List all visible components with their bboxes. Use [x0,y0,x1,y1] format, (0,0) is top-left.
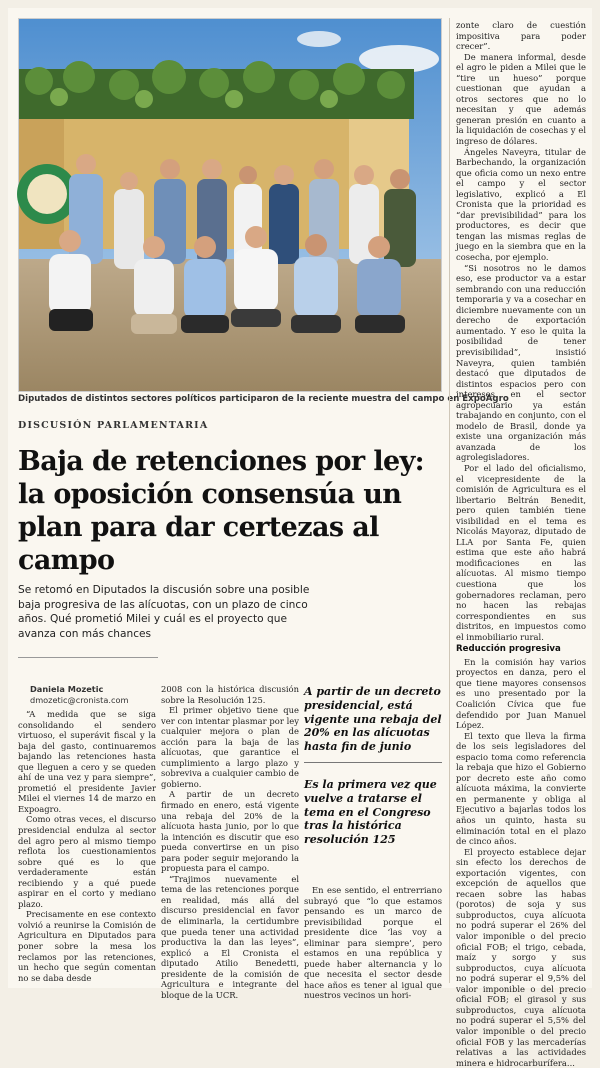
author-email: dmozetic@cronista.com [30,694,129,705]
paragraph: En la comisión hay varios proyectos en danza, pero el que tiene mayores consensos es uno presentado por la Coalición Cívica que fue defendido por Juan Manuel López. [456,656,586,731]
photo-caption: Diputados de distintos sectores políticos participaron de la reciente muestra del campo en ExpoAgro [18,394,509,404]
paragraph: “A medida que se siga consolidando el sendero virtuoso, el superávit fiscal y la baja del gasto, continuaremos bajando las retenciones hasta que lleguen a cero y se queden ahí de una vez y para siempre”, prometió el presidente Javier Milei el viernes 14 de marzo en Expoagro. [18,709,156,814]
paragraph: A partir de un decreto firmado en enero, está vigente una rebaja del 20% de la alícuota hasta junio, por lo que la intención es discutir que eso pueda convertirse en un piso para poder seguir mejorando la propuesta para el campo. [161,789,299,874]
group-photo [18,18,442,392]
paragraph: En ese sentido, el entrerriano subrayó que “lo que estamos pensando es un marco de previsibilidad porque el presidente dice ‘las voy a eliminar para siempre’, pero estamos en una república y puede haber alternancia y lo que necesita el sector desde hace años es tener al igual que nuestros vecinos un hori- [304,885,442,1001]
column-1 [18,709,156,983]
paragraph: “Trajimos nuevamente el tema de las retenciones porque en realidad, más allá del discurso presidencial en favor de eliminarla, la certidumbre que pueda tener una actividad productiva la dan las leyes”, explicó a El Cronista el diputado Atilio Benedetti, presidente de la comisión de Agricultura e integrante del bloque de la UCR. [161,873,299,1000]
byline-rule [18,657,158,658]
paragraph: El primer objetivo tiene que ver con intentar plasmar por ley cualquier mejora o plan de acción para la baja de las alícuotas, que garantice el cumplimiento a largo plazo y sobreviva a cualquier cambio de gobierno. [161,705,299,789]
paragraph: zonte claro de cuestión impositiva para poder crecer”. [456,20,586,52]
paragraph: De manera informal, desde el agro le piden a Milei que le “tire un hueso” porque cuestionan que ayudan a otros sectores que no lo necesitan y que además generan presión en cuanto a la liquidación de cosechas y el ingreso de dólares. [456,51,586,147]
paragraph: Como otras veces, el discurso presidencial endulza al sector del agro pero al mismo tiempo reflota los cuestionamientos sobre qué es lo que verdaderamente están recibiendo y a qué puede aspirar en el corto y mediano plazo. [18,814,156,909]
section-kicker: DISCUSIÓN PARLAMENTARIA [18,420,209,431]
column-3 [304,885,442,1001]
newspaper-page [8,8,592,1068]
paragraph: El texto que lleva la firma de los seis legisladores del espacio toma como referencia la rebaja que hizo el Gobierno por decreto este año como alícuota máxima, la convierte en permanente y obliga al Ejecutivo a bajarlas todos los años un quinto, hasta su eliminación total en el plazo de cinco años. [456,730,586,847]
paragraph: El proyecto establece dejar sin efecto los derechos de exportación vigentes, con excepción de aquellos que recaen sobre las habas (porotos) de soja y sus subproductos, cuya alícuota no podrá superar el 26% del valor imponible o del precio oficial FOB; el trigo, cebada, maíz y sorgo y sus subproductos, cuya alícuota no podrá superar el 9,5% del valor imponible o del precio oficial FOB; el girasol y sus subproductos, cuya alícuota no podrá superar el 5,5% del valor imponible o del precio oficial FOB y las mercaderías relativas a las actividades minera e hidrocarburífera... [456,846,586,1068]
author-name: Daniela Mozetic [30,684,104,694]
paragraph: “Si nosotros no le damos eso, ese productor va a estar sembrando con una reducción temporaria y va a cosechar en diciembre nuevamente con un derecho de exportación aumentado. Y eso le quita la posibilidad de tener previsibilidad”, insistió Naveyra, quien también destacó que diputados de distintos espacios pero con intereses en el sector agropecuario ya están trabajando en conjunto, con el modelo de Brasil, donde ya existe una organización más avanzada de los agrolegisladores. [456,262,586,463]
paragraph: 2008 con la histórica discusión sobre la Resolución 125. [161,684,299,705]
pull-quote: A partir de un decreto presidencial, está vigente una rebaja del 20% en las alícuotas hasta fin de junio [304,685,442,754]
byline [30,684,128,705]
headline: Baja de retenciones por ley: la oposición consensúa un plan para dar certezas al campo [18,446,425,576]
paragraph: Por el lado del oficialismo, el vicepresidente de la comisión de Agricultura es el libertario Beltrán Benedit, pero quien también tiene visibilidad en el tema es Nicolás Mayoraz, diputado de LLA por Santa Fe, quien estima que este año habrá modificaciones en las alícuotas. Al mismo tiempo cuestiona que los gobernadores reclaman, pero no hacen las rebajas correspondientes en sus distritos, en impuestos como el inmobiliario rural. [456,462,586,642]
pull-quote-rule [304,762,442,763]
column-4 [456,20,586,1068]
column-2 [161,684,299,1000]
paragraph: Ángeles Naveyra, titular de Barbechando, la organización que oficia como un nexo entre el campo y el sector legislativo, explicó a El Cronista que la prioridad es “dar previsibilidad” para los productores, es decir que tengan las mismas reglas de juego en la siembra que en la cosecha, por ejemplo. [456,146,586,263]
paragraph: Precisamente en ese contexto volvió a reunirse la Comisión de Agricultura en Diputados para poner sobre la mesa los reclamos por las retenciones, un hecho que según comentan no se daba desde [18,909,156,983]
article-summary: Se retomó en Diputados la discusión sobre una posible baja progresiva de las alícuotas, con un plazo de cinco años. Qué prometió Milei y cuál es el proyecto que avanza con más chances [18,584,310,640]
pull-quote: Es la primera vez que vuelve a tratarse el tema en el Congreso tras la histórica resolución 125 [304,778,437,847]
group-photo-illustration [19,19,441,391]
subheading: Reducción progresiva [456,644,561,655]
column-divider [449,18,450,983]
